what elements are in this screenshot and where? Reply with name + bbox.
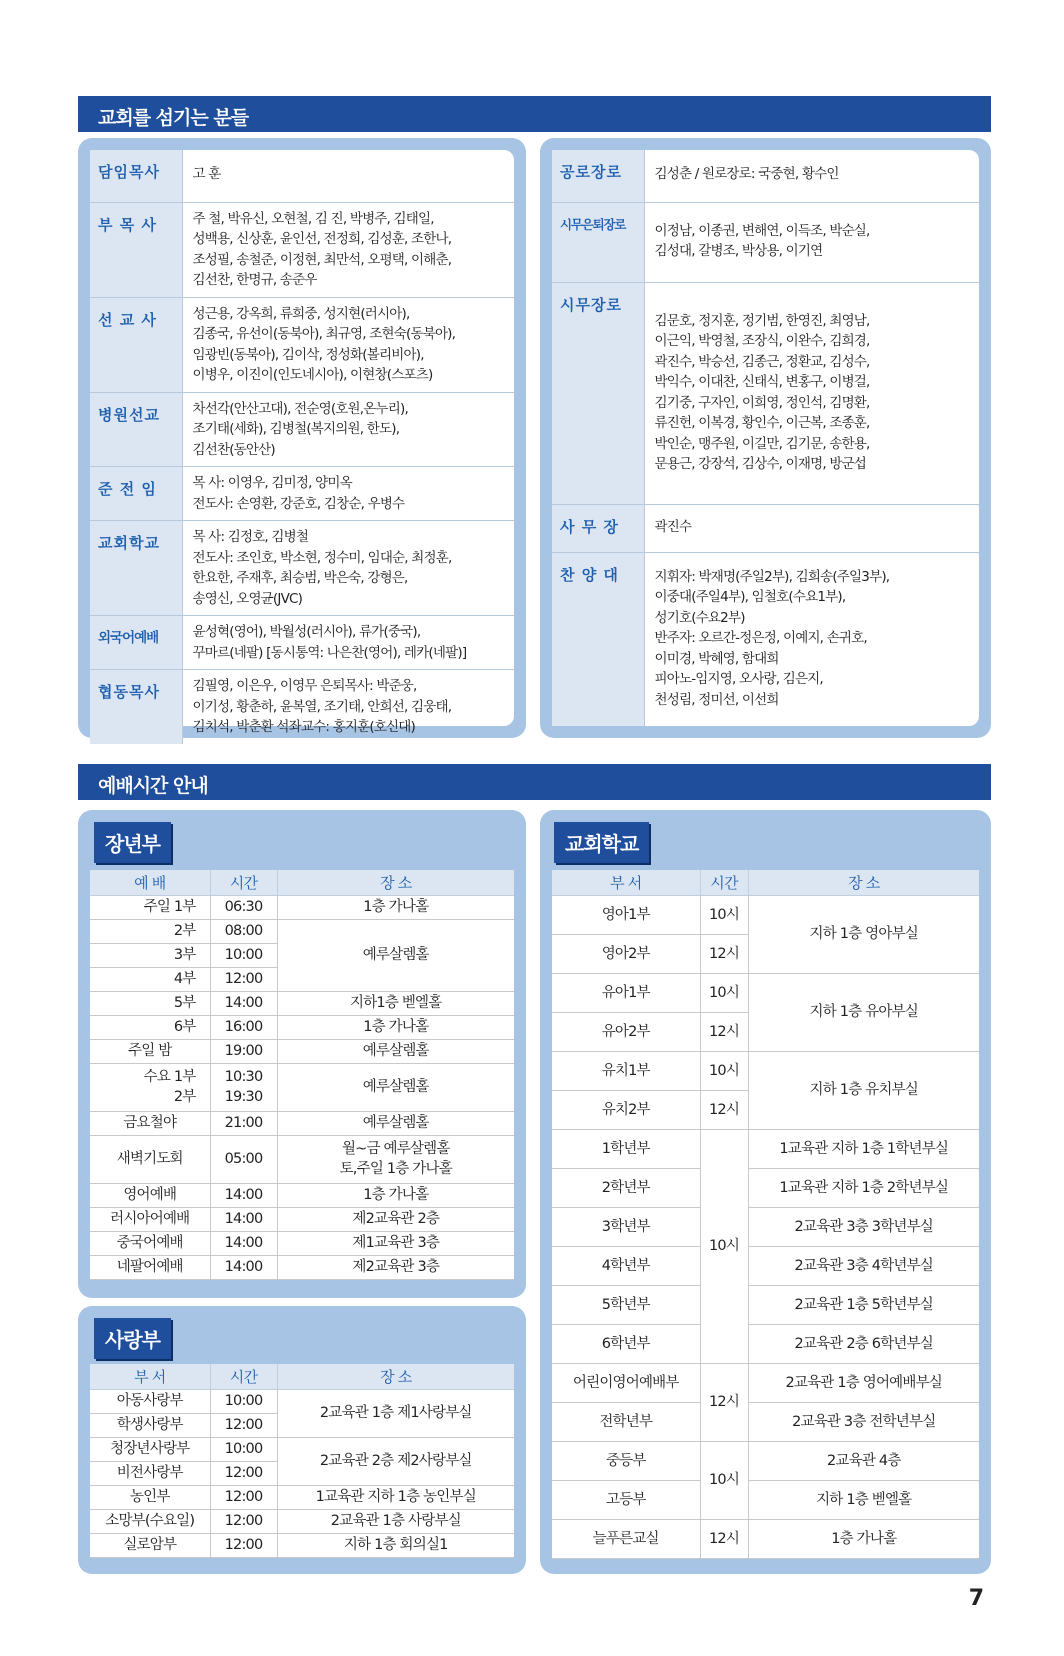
row-place: 지하 1층 벧엘홀 [748, 1480, 979, 1519]
row-name: 학생사랑부 [90, 1413, 210, 1437]
staff-panel-left [78, 138, 526, 738]
row-name: 영아2부 [552, 934, 700, 973]
school-tag: 교회학교 [554, 822, 649, 863]
row-time: 14:00 [210, 1231, 277, 1255]
staff-label: 시무은퇴장로 [552, 202, 644, 282]
staff-value: 성근용, 강옥희, 류희중, 성지현(러시아), 김종국, 유선이(동북아), 최규영, 조현숙(동북아), 임광빈(동북아), 김이삭, 정성화(볼리비아), 이병우, 이진이(인도네시아), 이현창(스포츠) [182, 297, 514, 392]
row-time: 12:00 [210, 1485, 277, 1509]
row-place: 1층 가나홀 [748, 1519, 979, 1558]
staff-panel-right [540, 138, 991, 738]
row-name: 유치1부 [552, 1051, 700, 1090]
row-time: 08:00 [210, 919, 277, 943]
row-name: 영어예배 [90, 1183, 210, 1207]
col-header: 시간 [210, 1364, 277, 1389]
row-time: 12:00 [210, 1461, 277, 1485]
row-name: 비전사랑부 [90, 1461, 210, 1485]
row-name: 새벽기도회 [90, 1135, 210, 1183]
col-header: 시간 [700, 870, 748, 895]
row-place: 지하1층 벧엘홀 [277, 991, 514, 1015]
row-place: 제2교육관 3층 [277, 1255, 514, 1279]
row-name: 러시아어예배 [90, 1207, 210, 1231]
col-header: 장 소 [277, 870, 514, 895]
row-place: 지하 1층 유아부실 [748, 973, 979, 1051]
row-place: 예루살렘홀 [277, 919, 514, 991]
row-place: 2교육관 1층 영어예배부실 [748, 1363, 979, 1402]
staff-label: 교회학교 [90, 521, 182, 616]
col-header: 장 소 [277, 1364, 514, 1389]
row-name: 6부 [90, 1015, 210, 1039]
row-place: 지하 1층 회의실1 [277, 1533, 514, 1557]
staff-label: 찬 양 대 [552, 552, 644, 726]
row-name: 소망부(수요일) [90, 1509, 210, 1533]
row-time: 10시 [700, 1129, 748, 1363]
section-title-servants: 교회를 섬기는 분들 [78, 96, 991, 132]
staff-value: 김성춘 / 원로장로: 국중현, 황수인 [654, 166, 839, 182]
row-place: 2교육관 4층 [748, 1441, 979, 1480]
love-table [90, 1364, 514, 1558]
row-name: 전학년부 [552, 1402, 700, 1441]
col-header: 장 소 [748, 870, 979, 895]
row-time: 12시 [700, 1363, 748, 1441]
staff-value: 고 훈 [192, 166, 221, 182]
staff-value: 이정남, 이종권, 변해연, 이득조, 박순실, 김성대, 갈병조, 박상용, 이기연 [644, 202, 979, 282]
staff-label: 선 교 사 [90, 297, 182, 392]
row-name: 영아1부 [552, 895, 700, 934]
row-time: 19:00 [210, 1039, 277, 1063]
adult-table [90, 870, 514, 1280]
row-name: 5학년부 [552, 1285, 700, 1324]
row-name: 주일 밤 [90, 1039, 210, 1063]
row-time: 10:00 [210, 1389, 277, 1413]
row-name: 실로암부 [90, 1533, 210, 1557]
row-time: 14:00 [210, 991, 277, 1015]
staff-label: 병원선교 [90, 392, 182, 467]
row-place: 월~금 예루살렘홀 토,주일 1층 가나홀 [277, 1135, 514, 1183]
page-number: 7 [968, 1586, 984, 1611]
staff-value: 김필영, 이은우, 이영무 은퇴목사: 박준웅, 이기성, 황춘하, 윤복열, 조기태, 안희선, 김웅태, 김치석, 박춘환 석좌교수: 홍지훈(호신대) [182, 670, 514, 744]
row-time: 10시 [700, 973, 748, 1012]
staff-value: 주 철, 박유신, 오현철, 김 진, 박병주, 김태일, 성백용, 신상훈, 윤인선, 전정희, 김성훈, 조한나, 조성필, 송철준, 이정현, 최만석, 오평택, 이해춘, 김선찬, 한명규, 송준우 [182, 202, 514, 297]
row-place: 지하 1층 유치부실 [748, 1051, 979, 1129]
section-title-worship: 예배시간 안내 [78, 764, 991, 800]
row-time: 14:00 [210, 1183, 277, 1207]
row-name: 금요철야 [90, 1111, 210, 1135]
row-name: 중국어예배 [90, 1231, 210, 1255]
staff-label: 담임목사 [90, 150, 182, 202]
staff-label: 공로장로 [552, 150, 644, 202]
staff-label: 외국어예배 [90, 616, 182, 670]
row-name: 중등부 [552, 1441, 700, 1480]
row-name: 6학년부 [552, 1324, 700, 1363]
school-table [552, 870, 979, 1559]
col-header: 부 서 [552, 870, 700, 895]
row-name: 농인부 [90, 1485, 210, 1509]
staff-value: 차선각(안산고대), 전순영(호원,온누리), 조기태(세화), 김병철(복지의원, 한도), 김선찬(동안산) [182, 392, 514, 467]
row-name: 유아2부 [552, 1012, 700, 1051]
staff-label: 준 전 임 [90, 467, 182, 521]
row-name: 1학년부 [552, 1129, 700, 1168]
row-place: 예루살렘홀 [277, 1111, 514, 1135]
row-time: 14:00 [210, 1255, 277, 1279]
row-time: 12시 [700, 934, 748, 973]
adult-panel [78, 810, 526, 1298]
row-place: 예루살렘홀 [277, 1063, 514, 1111]
row-name: 어린이영어예배부 [552, 1363, 700, 1402]
row-place: 1층 가나홀 [277, 895, 514, 919]
row-name: 2학년부 [552, 1168, 700, 1207]
staff-table-left [90, 150, 514, 744]
row-place: 2교육관 1층 사랑부실 [277, 1509, 514, 1533]
row-time: 12:00 [210, 1509, 277, 1533]
staff-label: 사 무 장 [552, 504, 644, 552]
row-time: 05:00 [210, 1135, 277, 1183]
row-name: 4부 [90, 967, 210, 991]
staff-value: 목 사: 김정호, 김병철 전도사: 조인호, 박소현, 정수미, 임대순, 최정훈, 한요한, 주재후, 최승범, 박은숙, 강형은, 송영신, 오영균(JVC) [182, 521, 514, 616]
row-name: 4학년부 [552, 1246, 700, 1285]
row-place: 1층 가나홀 [277, 1183, 514, 1207]
row-time: 14:00 [210, 1207, 277, 1231]
row-time: 12시 [700, 1012, 748, 1051]
row-time: 16:00 [210, 1015, 277, 1039]
row-place: 2교육관 1층 제1사랑부실 [277, 1389, 514, 1437]
row-name: 수요 1부 2부 [90, 1063, 210, 1111]
row-place: 지하 1층 영아부실 [748, 895, 979, 973]
row-time: 12:00 [210, 1533, 277, 1557]
row-place: 예루살렘홀 [277, 1039, 514, 1063]
row-time: 12:00 [210, 1413, 277, 1437]
staff-label: 시무장로 [552, 282, 644, 504]
adult-tag: 장년부 [94, 822, 171, 863]
row-time: 12:00 [210, 967, 277, 991]
staff-value: 지휘자: 박재명(주일2부), 김희송(주일3부), 이중대(주일4부), 임철호(수요1부), 성기호(수요2부) 반주자: 오르간-정은정, 이예지, 손귀호, 이미경, 박혜영, 함대희 피아노-임지영, 오사랑, 김은지, 천성림, 정미선, 이선희 [644, 552, 979, 726]
row-place: 1교육관 지하 1층 2학년부실 [748, 1168, 979, 1207]
staff-label: 부 목 사 [90, 202, 182, 297]
row-place: 2교육관 2층 6학년부실 [748, 1324, 979, 1363]
staff-value: 곽진수 [644, 504, 979, 552]
staff-label: 협동목사 [90, 670, 182, 744]
row-name: 2부 [90, 919, 210, 943]
row-place: 1교육관 지하 1층 1학년부실 [748, 1129, 979, 1168]
row-name: 청장년사랑부 [90, 1437, 210, 1461]
row-place: 1교육관 지하 1층 농인부실 [277, 1485, 514, 1509]
row-name: 3부 [90, 943, 210, 967]
row-time: 10:30 19:30 [210, 1063, 277, 1111]
row-time: 06:30 [210, 895, 277, 919]
row-name: 3학년부 [552, 1207, 700, 1246]
row-time: 10시 [700, 1051, 748, 1090]
row-place: 1층 가나홀 [277, 1015, 514, 1039]
staff-value: 목 사: 이영우, 김미정, 양미옥 전도사: 손영환, 강준호, 김창순, 우병수 [182, 467, 514, 521]
col-header: 부 서 [90, 1364, 210, 1389]
row-name: 유치2부 [552, 1090, 700, 1129]
row-time: 10시 [700, 1441, 748, 1519]
row-name: 아동사랑부 [90, 1389, 210, 1413]
staff-value: 김문호, 정지훈, 정기범, 한영진, 최영남, 이근익, 박영철, 조장식, 이완수, 김희경, 곽진수, 박승선, 김종근, 정환교, 김성수, 박익수, 이대찬, 신태식, 변홍구, 이병걸, 김기중, 구자인, 이희영, 정인석, 김명환, 류진헌, 이복경, 황인수, 이근복, 조종훈, 박인순, 맹주원, 이길만, 김기문, 송한용, 문용근, 강장석, 김상수, 이재명, 방군섭 [644, 282, 979, 504]
row-place: 2교육관 3층 4학년부실 [748, 1246, 979, 1285]
row-name: 유아1부 [552, 973, 700, 1012]
row-name: 고등부 [552, 1480, 700, 1519]
row-place: 2교육관 3층 전학년부실 [748, 1402, 979, 1441]
row-name: 늘푸른교실 [552, 1519, 700, 1558]
row-place: 2교육관 2층 제2사랑부실 [277, 1437, 514, 1485]
row-time: 10:00 [210, 1437, 277, 1461]
row-name: 네팔어예배 [90, 1255, 210, 1279]
col-header: 시간 [210, 870, 277, 895]
row-place: 제1교육관 3층 [277, 1231, 514, 1255]
row-time: 10시 [700, 895, 748, 934]
col-header: 예 배 [90, 870, 210, 895]
love-panel [78, 1306, 526, 1574]
staff-table-right [552, 150, 979, 726]
staff-value: 윤성혁(영어), 박월성(러시아), 류가(중국), 꾸마르(네팔) [동시통역: 나은찬(영어), 레카(네팔)] [182, 616, 514, 670]
row-name: 5부 [90, 991, 210, 1015]
row-name: 주일 1부 [90, 895, 210, 919]
row-time: 12시 [700, 1090, 748, 1129]
row-place: 2교육관 1층 5학년부실 [748, 1285, 979, 1324]
row-time: 21:00 [210, 1111, 277, 1135]
row-place: 제2교육관 2층 [277, 1207, 514, 1231]
row-time: 10:00 [210, 943, 277, 967]
row-place: 2교육관 3층 3학년부실 [748, 1207, 979, 1246]
row-time: 12시 [700, 1519, 748, 1558]
love-tag: 사랑부 [94, 1318, 171, 1359]
school-panel [540, 810, 991, 1574]
